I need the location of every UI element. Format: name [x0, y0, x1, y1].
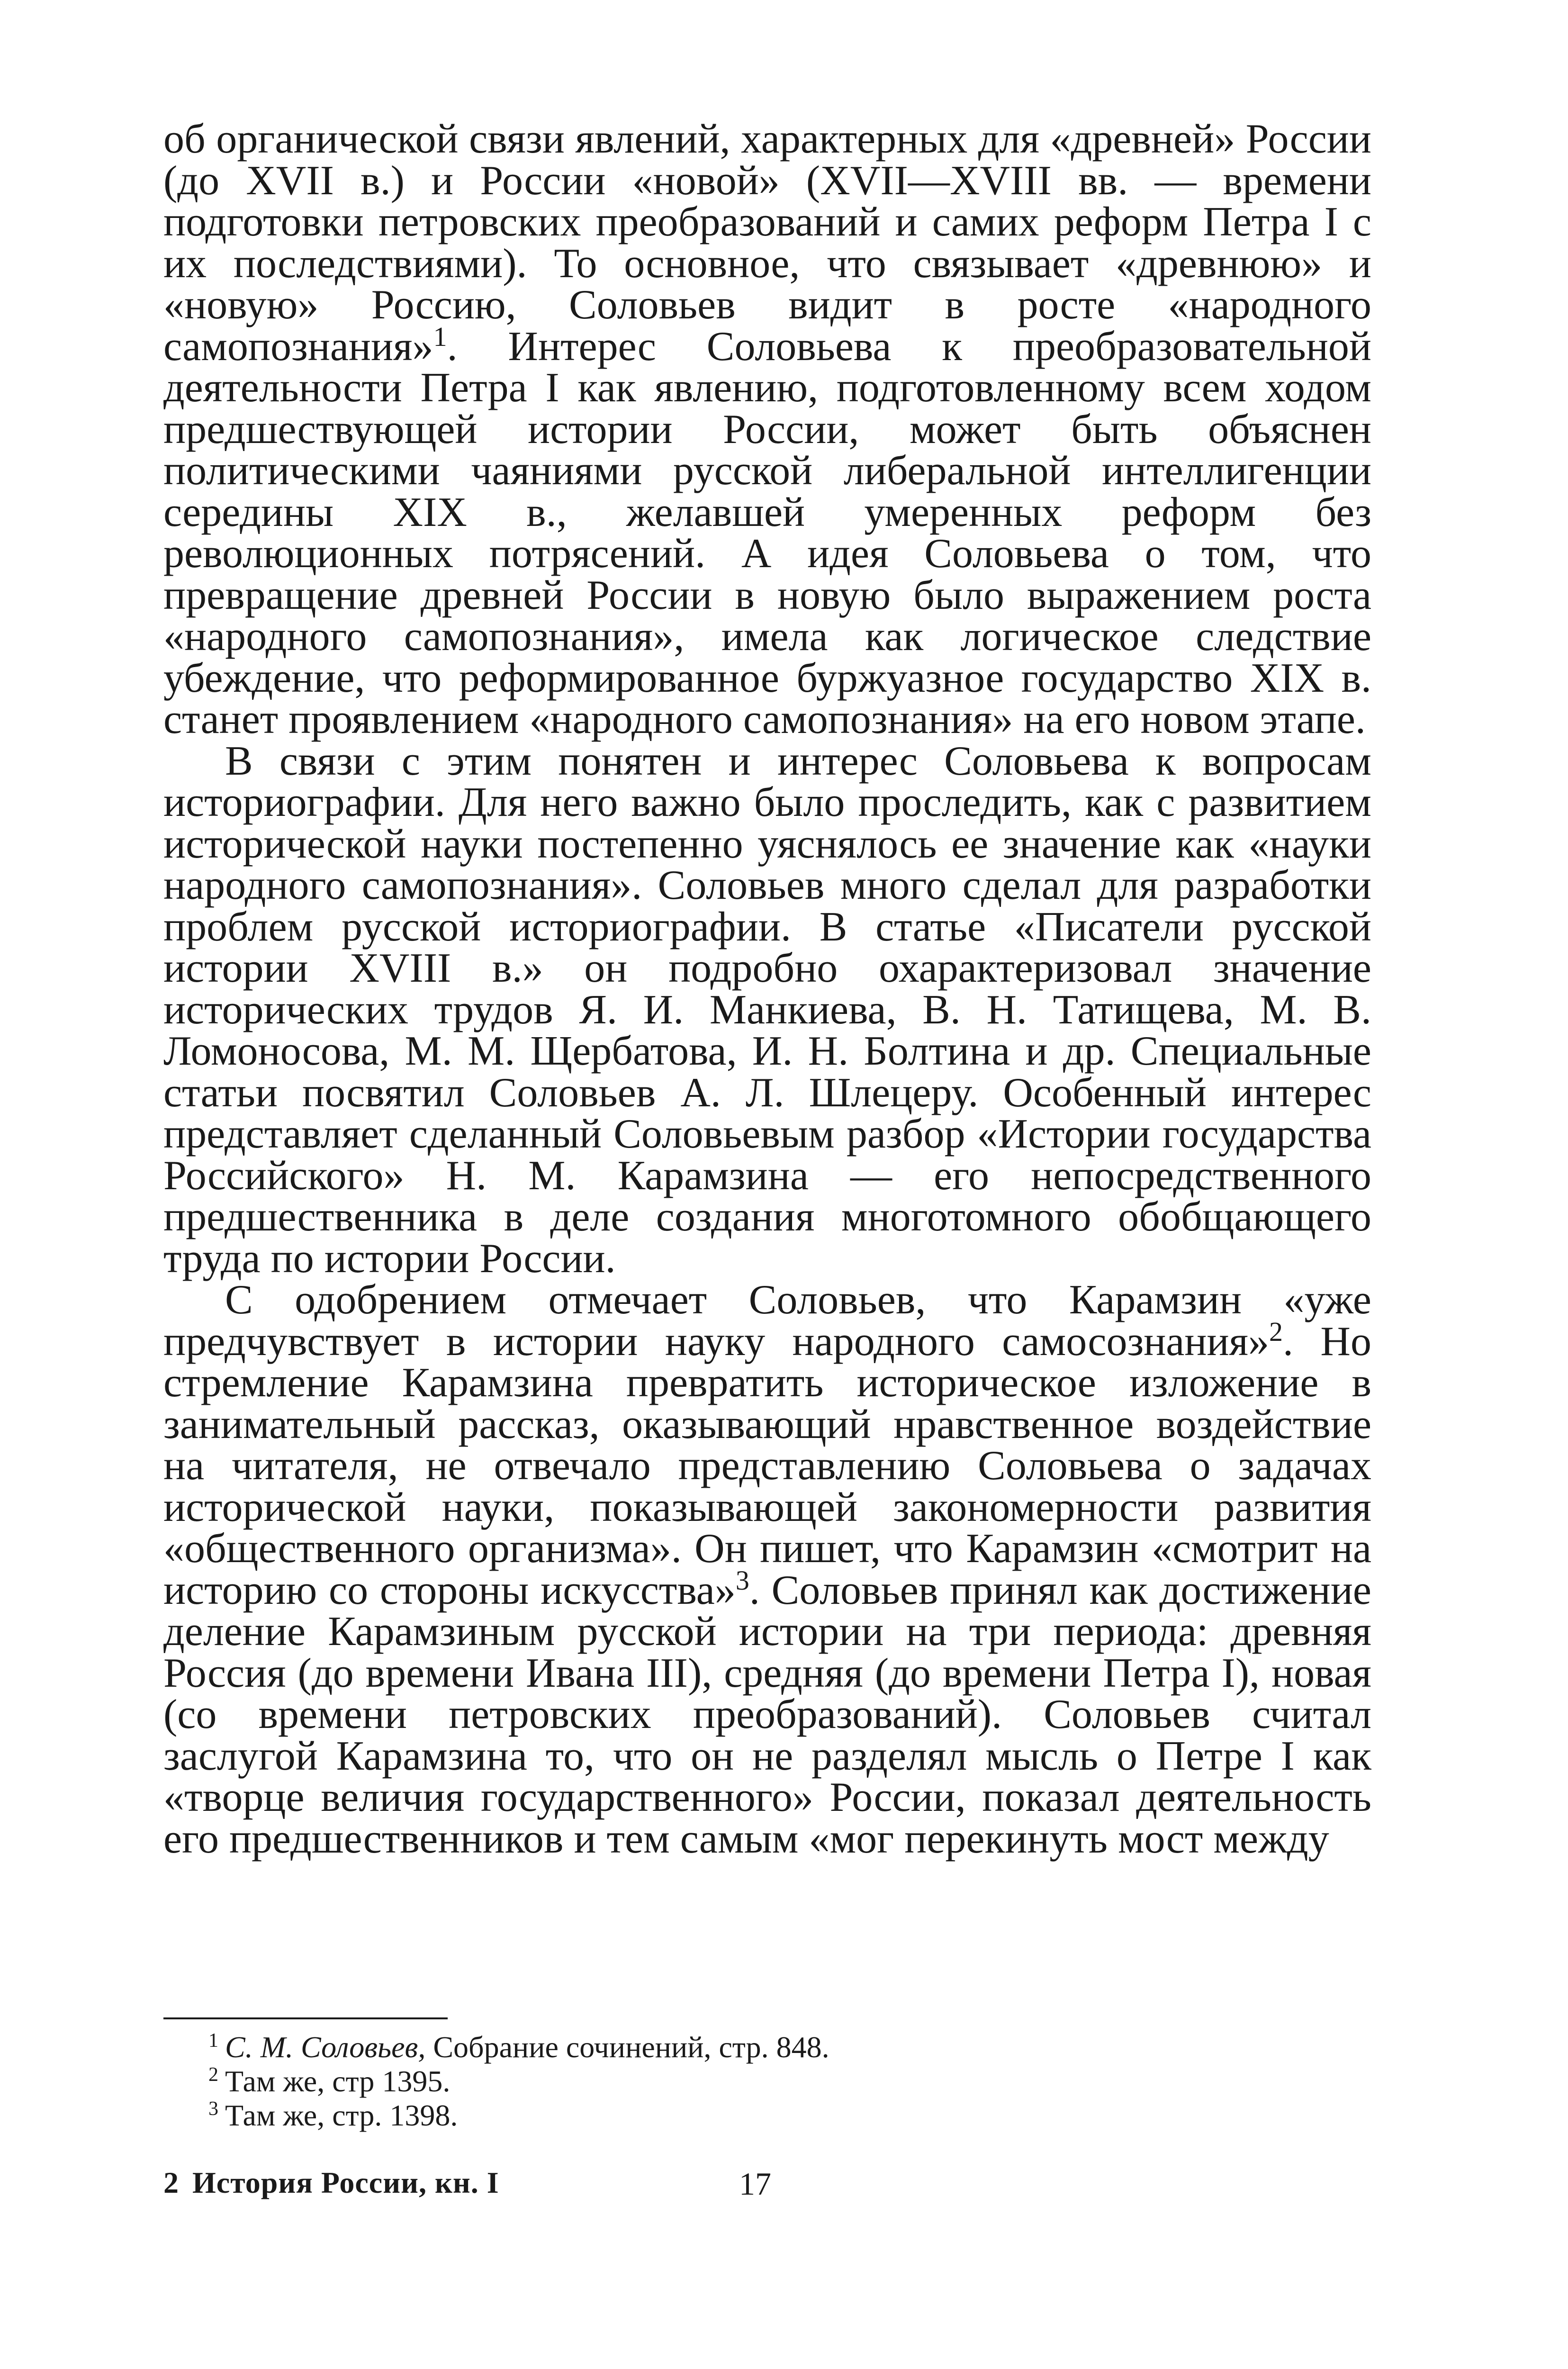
paragraph-text: . Соловьев принял как достижение деление Карамзиным русской истории на три периода: древняя Россия (до времени Ивана III), средняя (до времени Петра I), новая (со времени петровских преобразований). Соловьев считал заслугой Карамзина то, что он не разделял мысль о Петре I как «творце величия государственного» России, показал деятельность его предшественников и тем самым «мог перекинуть мост между [163, 1567, 1371, 1862]
paragraph-text: . Но стремление Карамзина превратить историческое изложение в занимательный рассказ, оказывающий нравственное воздействие на читателя, не отвечало представлению Соловьева о задачах исторической науки, показывающей закономерности развития «общественного организма». Он пишет, что Карамзин «смотрит на историю со стороны искусства» [163, 1318, 1371, 1613]
footnote-marker: 1 [208, 2030, 218, 2052]
footnote-marker: 3 [208, 2098, 218, 2120]
footnote-reference: 3 [735, 1564, 749, 1596]
footnote-marker: 2 [208, 2064, 218, 2086]
footnote-reference: 2 [1269, 1316, 1283, 1347]
paragraph-text: В связи с этим понятен и интерес Соловьева к вопросам историографии. Для него важно было проследить, как с развитием исторической науки постепенно уяснялось ее значение как «науки народного самопознания». Соловьев много сделал для разработки проблем русской историографии. В статье «Писатели русской истории XVIII в.» он подробно охарактеризовал значение исторических трудов Я. И. Манкиева, В. Н. Татищева, М. В. Ломоносова, М. М. Щербатова, И. Н. Болтина и др. Специальные статьи посвятил Соловьев А. Л. Шлецеру. Особенный интерес представляет сделанный Соловьевым разбор «Истории государства Российского» Н. М. Карамзина — его непосредственного предшественника в деле создания многотомного обобщающего труда по истории России. [163, 738, 1371, 1282]
footnote [208, 2064, 1345, 2098]
printer-signature [163, 2165, 499, 2200]
footnotes [208, 2030, 1345, 2133]
paragraph [163, 738, 1371, 1282]
paragraph [163, 118, 1371, 741]
paragraph [163, 1279, 1371, 1860]
signature-number: 2 [163, 2166, 179, 2199]
body-text [163, 118, 1371, 1860]
footnote-text: Там же, стр 1395. [225, 2064, 451, 2098]
paragraph-text: . Интерес Соловьева к преобразовательной деятельности Петра I как явлению, подготовленному всем ходом предшествующей истории России, может быть объяснен политическими чаяниями русской либеральной интеллигенции середины XIX в., желавшей умеренных реформ без революционных потрясений. А идея Соловьева о том, что превращение древней России в новую было выражением роста «народного самопознания», имела как логическое следствие убеждение, что реформированное буржуазное государство XIX в. станет проявлением «народного самопознания» на его новом этапе. [163, 323, 1371, 742]
footnote [208, 2098, 1345, 2133]
page-number: 17 [739, 2166, 771, 2202]
footnote-reference: 1 [433, 321, 447, 352]
paragraph-text: об органической связи явлений, характерных для «древней» России (до XVII в.) и России «новой» (XVII—XVIII вв. — времени подготовки петровских преобразований и самих реформ Петра I с их последствиями). То основное, что связывает «древнюю» и «новую» Россию, Соловьев видит в росте «народного самопознания» [163, 116, 1371, 370]
signature-title: История России, кн. I [192, 2166, 499, 2199]
paragraph-text: С одобрением отмечает Соловьев, что Карамзин «уже предчувствует в истории науку народного самосознания» [163, 1277, 1371, 1365]
footnote-text: Собрание сочинений, стр. 848. [425, 2030, 829, 2064]
footnote [208, 2030, 1345, 2064]
footnote-author: С. М. Соловьев, [225, 2030, 426, 2064]
footnote-text: Там же, стр. 1398. [225, 2098, 458, 2132]
footnote-divider [163, 2017, 448, 2019]
